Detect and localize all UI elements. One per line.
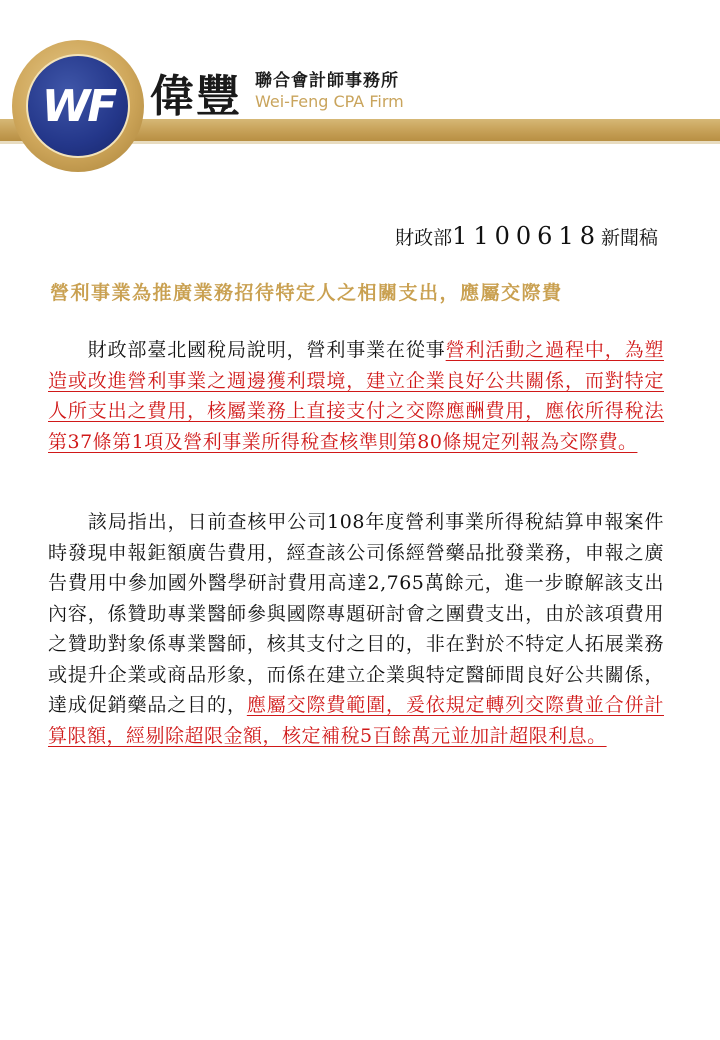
firm-subtitle-cn: 聯合會計師事務所 bbox=[255, 71, 399, 91]
article-title: 營利事業為推廣業務招待特定人之相關支出，應屬交際費 bbox=[50, 282, 563, 304]
paragraph-1-text: 財政部臺北國稅局說明，營利事業在從事 bbox=[48, 339, 446, 361]
release-suffix: 新聞稿 bbox=[600, 227, 658, 249]
paragraph-1-highlight: 營利活動之過程中，為塑造或改進營利事業之週邊獲利環境，建立企業良好公共關係，而對特定人所支出之費用，核屬業務上直接支付之交際應酬費用，應依所得稅法第37條第1項及營利事業所得稅查核準則第80條規定列報為交際費。 bbox=[48, 339, 664, 453]
firm-name-cn: 偉豐 bbox=[150, 71, 242, 122]
firm-name-en: Wei-Feng CPA Firm bbox=[255, 92, 404, 111]
paragraph-1 bbox=[48, 335, 664, 457]
release-prefix: 財政部 bbox=[395, 227, 453, 249]
release-number: 1100618 bbox=[452, 222, 601, 250]
paragraph-2 bbox=[48, 507, 664, 751]
paragraph-2-text: 該局指出，日前查核甲公司108年度營利事業所得稅結算申報案件時發現申報鉅額廣告費用，經查該公司係經營藥品批發業務，申報之廣告費用中參加國外醫學研討費用高達2,765萬餘元，進一步瞭解該支出內容，係贊助專業醫師參與國際專題研討會之團費支出，由於該項費用之贊助對象係專業醫師，核其支付之目的，非在對於不特定人拓展業務或提升企業或商品形象，而係在建立企業與特定醫師間良好公共關係，達成促銷藥品之目的， bbox=[48, 511, 664, 716]
logo-mark: WF bbox=[41, 80, 115, 132]
press-release-id bbox=[395, 222, 658, 250]
letterhead bbox=[0, 0, 720, 200]
paragraph-2-highlight: 應屬交際費範圍，爰依規定轉列交際費並合併計算限額，經剔除超限金額，核定補稅5百餘萬元並加計超限利息。 bbox=[48, 694, 664, 747]
